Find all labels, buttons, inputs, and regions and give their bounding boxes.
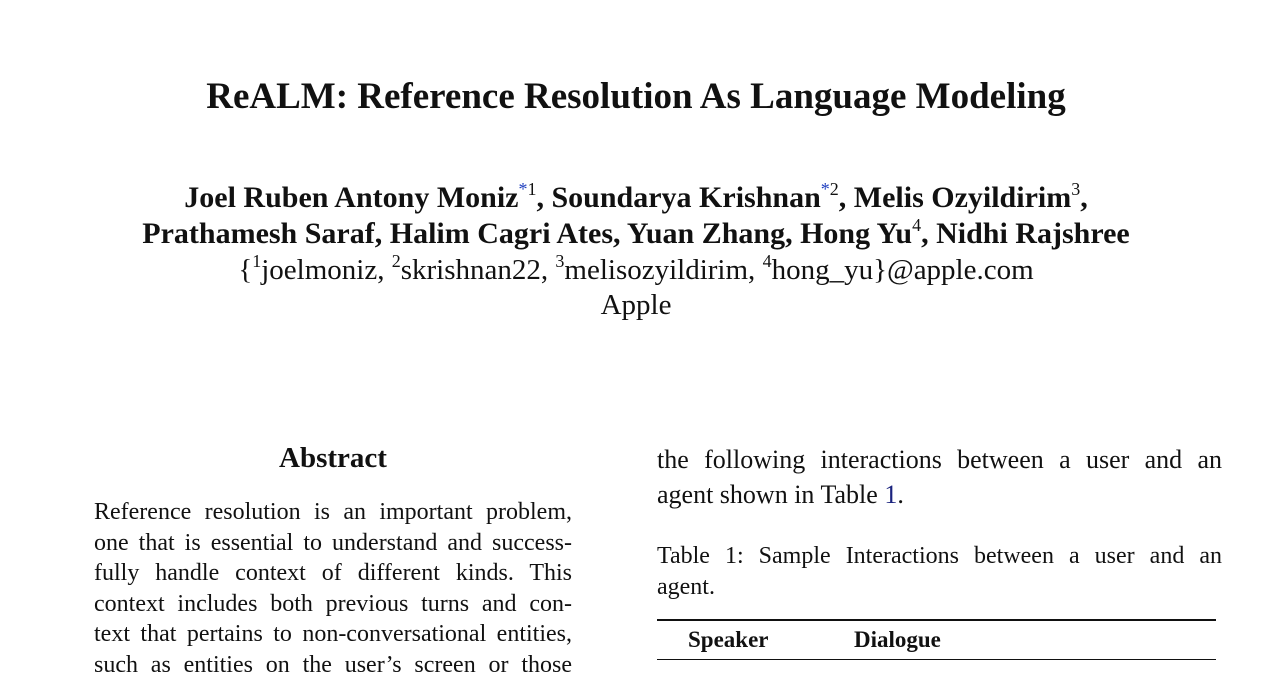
equal-contribution-mark: * [518,179,527,199]
email-part: skrishnan22, [401,254,556,286]
abstract-line: fully handle context of different kinds. This [94,558,572,589]
affiliation: Apple [0,288,1272,323]
email-sup: 3 [555,251,564,271]
table-header-dialogue: Dialogue [854,625,941,655]
abstract-line: such as entities on the user’s screen or those [94,650,572,680]
email-part: hong_yu}@apple.com [772,254,1034,286]
author-list [0,180,1272,252]
email-part: melisozyildirim, [564,254,762,286]
abstract-line: text that pertains to non-conversational entities, [94,619,572,650]
table-caption [657,541,1222,603]
email-sup: 4 [763,251,772,271]
abstract-heading: Abstract [94,440,572,476]
table-reference-link[interactable]: 1 [884,480,897,509]
abstract-line: context includes both previous turns and con- [94,589,572,620]
author-names: , Nidhi Rajshree [921,217,1130,250]
body-paragraph [657,442,1222,512]
author-separator: , [536,181,551,214]
caption-line: Table 1: Sample Interactions between a user and an [657,541,1222,572]
author-emails [0,253,1272,288]
author-name: Joel Ruben Antony Moniz [184,181,518,214]
paper-title: ReALM: Reference Resolution As Language Modeling [0,74,1272,120]
caption-line: agent. [657,574,715,600]
author-name: Melis Ozyildirim [854,181,1071,214]
author-name: Soundarya Krishnan [551,181,820,214]
paragraph-line: the following interactions between a user and an [657,442,1222,477]
table-header-speaker: Speaker [688,625,769,655]
author-line-1 [0,180,1272,216]
paragraph-punct: . [897,480,904,509]
abstract-line: Reference resolution is an important problem, [94,497,572,528]
author-names: Prathamesh Saraf, Halim Cagri Ates, Yuan Zhang, Hong Yu [142,217,912,250]
email-sup: 1 [252,251,261,271]
table-header-rule [657,659,1216,660]
author-separator: , [839,181,854,214]
author-line-2 [0,216,1272,252]
author-affil-sup: 3 [1071,179,1080,199]
email-sup: 2 [392,251,401,271]
author-affil-sup: 4 [912,215,921,235]
author-separator: , [1080,181,1088,214]
abstract-body [94,497,572,680]
table-top-rule [657,619,1216,621]
author-affil-sup: 2 [830,179,839,199]
email-part: joelmoniz, [261,254,391,286]
abstract-line: one that is essential to understand and success- [94,528,572,559]
equal-contribution-mark: * [821,179,830,199]
author-affil-sup: 1 [527,179,536,199]
paragraph-line: agent shown in Table [657,480,884,509]
email-brace: { [238,254,252,286]
